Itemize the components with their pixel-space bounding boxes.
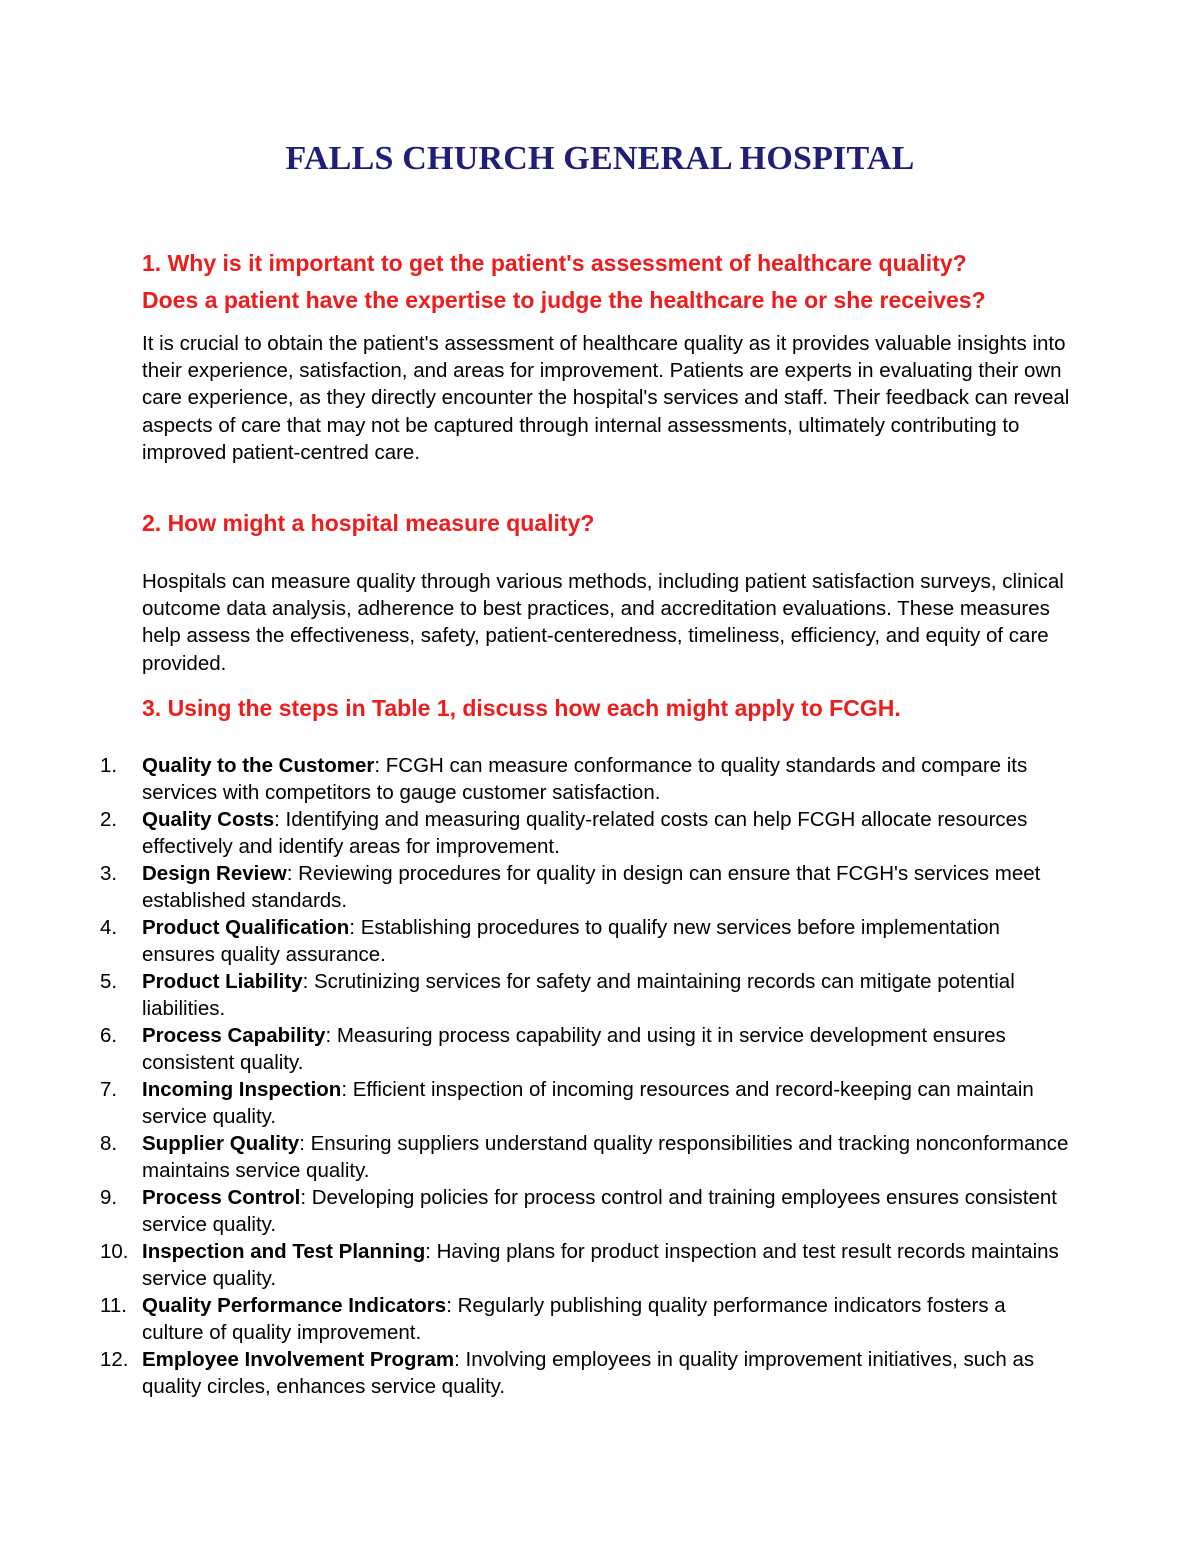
list-item-term: Quality Costs <box>142 808 275 831</box>
list-item-text: : Establishing procedures to qualify new services before implementation ensures quality assurance. <box>142 916 1000 966</box>
list-item <box>0 806 1072 860</box>
list-item-text: : Regularly publishing quality performance indicators fosters a culture of quality improvement. <box>142 1294 1006 1344</box>
list-item-number: 11. <box>100 1294 127 1317</box>
list-item <box>0 860 1072 914</box>
question-1-line-1: 1. Why is it important to get the patient's assessment of healthcare quality? <box>142 250 967 276</box>
list-item-text: : Ensuring suppliers understand quality responsibilities and tracking nonconformance maintains service quality. <box>142 1132 1069 1182</box>
list-item-term: Product Liability <box>142 970 303 993</box>
list-item-number: 1. <box>100 754 118 777</box>
list-item-number: 2. <box>100 808 118 831</box>
list-item-text: : Identifying and measuring quality-related costs can help FCGH allocate resources effectively and identify areas for improvement. <box>142 808 1028 858</box>
list-item-term: Quality to the Customer <box>142 754 375 777</box>
list-item-text: : Involving employees in quality improvement initiatives, such as quality circles, enhances service quality. <box>142 1348 1035 1398</box>
list-item-number: 3. <box>100 862 118 885</box>
list-item-text: : Scrutinizing services for safety and maintaining records can mitigate potential liabilities. <box>142 970 1015 1020</box>
question-1 <box>142 245 1102 319</box>
list-item-text: : Having plans for product inspection and test result records maintains service quality. <box>142 1240 1059 1290</box>
answer-1: It is crucial to obtain the patient's assessment of healthcare quality as it provides valuable insights into their experience, satisfaction, and areas for improvement. Patients are experts in evaluating their own care experience, as they directly encounter the hospital's services and staff. Their feedback can reveal aspects of care that may not be captured through internal assessments, ultimately contributing to improved patient-centred care. <box>142 332 1070 464</box>
list-item <box>0 1022 1072 1076</box>
question-1-line-2: Does a patient have the expertise to judge the healthcare he or she receives? <box>142 287 986 313</box>
list-item <box>0 914 1072 968</box>
list-item-term: Quality Performance Indicators <box>142 1294 447 1317</box>
list-item-text: : Reviewing procedures for quality in design can ensure that FCGH's services meet established standards. <box>142 862 1041 912</box>
list-item-text: : Measuring process capability and using it in service development ensures consistent quality. <box>142 1024 1006 1074</box>
document-title: FALLS CHURCH GENERAL HOSPITAL <box>285 140 915 177</box>
list-item-number: 4. <box>100 916 118 939</box>
list-item-number: 12. <box>100 1348 129 1371</box>
list-item-number: 6. <box>100 1024 118 1047</box>
list-item-term: Design Review <box>142 862 287 885</box>
list-item-term: Product Qualification <box>142 916 350 939</box>
list-item-term: Process Control <box>142 1186 301 1209</box>
list-item-text: : FCGH can measure conformance to quality standards and compare its services with competitors to gauge customer satisfaction. <box>142 754 1028 804</box>
list-item-text: : Developing policies for process control and training employees ensures consistent service quality. <box>142 1186 1057 1236</box>
list-item-term: Inspection and Test Planning <box>142 1240 426 1263</box>
list-item-number: 5. <box>100 970 118 993</box>
list-item <box>0 1346 1072 1400</box>
steps-list <box>0 752 1200 1400</box>
list-item-number: 10. <box>100 1240 129 1263</box>
list-item <box>0 1292 1072 1346</box>
answer-2: Hospitals can measure quality through various methods, including patient satisfaction surveys, clinical outcome data analysis, adherence to best practices, and accreditation evaluations. These measures help assess the effectiveness, safety, patient-centeredness, timeliness, efficiency, and equity of care provided. <box>142 570 1064 675</box>
list-item-text: : Efficient inspection of incoming resources and record-keeping can maintain service quality. <box>142 1078 1034 1128</box>
list-item <box>0 1076 1072 1130</box>
question-3: 3. Using the steps in Table 1, discuss how each might apply to FCGH. <box>142 695 901 721</box>
list-item-number: 7. <box>100 1078 118 1101</box>
list-item-number: 8. <box>100 1132 118 1155</box>
list-item-number: 9. <box>100 1186 118 1209</box>
list-item-term: Employee Involvement Program <box>142 1348 455 1371</box>
list-item <box>0 1130 1072 1184</box>
list-item <box>0 968 1072 1022</box>
list-item-term: Process Capability <box>142 1024 326 1047</box>
list-item <box>0 752 1072 806</box>
list-item <box>0 1184 1072 1238</box>
list-item <box>0 1238 1072 1292</box>
list-item-term: Incoming Inspection <box>142 1078 342 1101</box>
list-item-term: Supplier Quality <box>142 1132 300 1155</box>
question-2: 2. How might a hospital measure quality? <box>142 510 595 536</box>
